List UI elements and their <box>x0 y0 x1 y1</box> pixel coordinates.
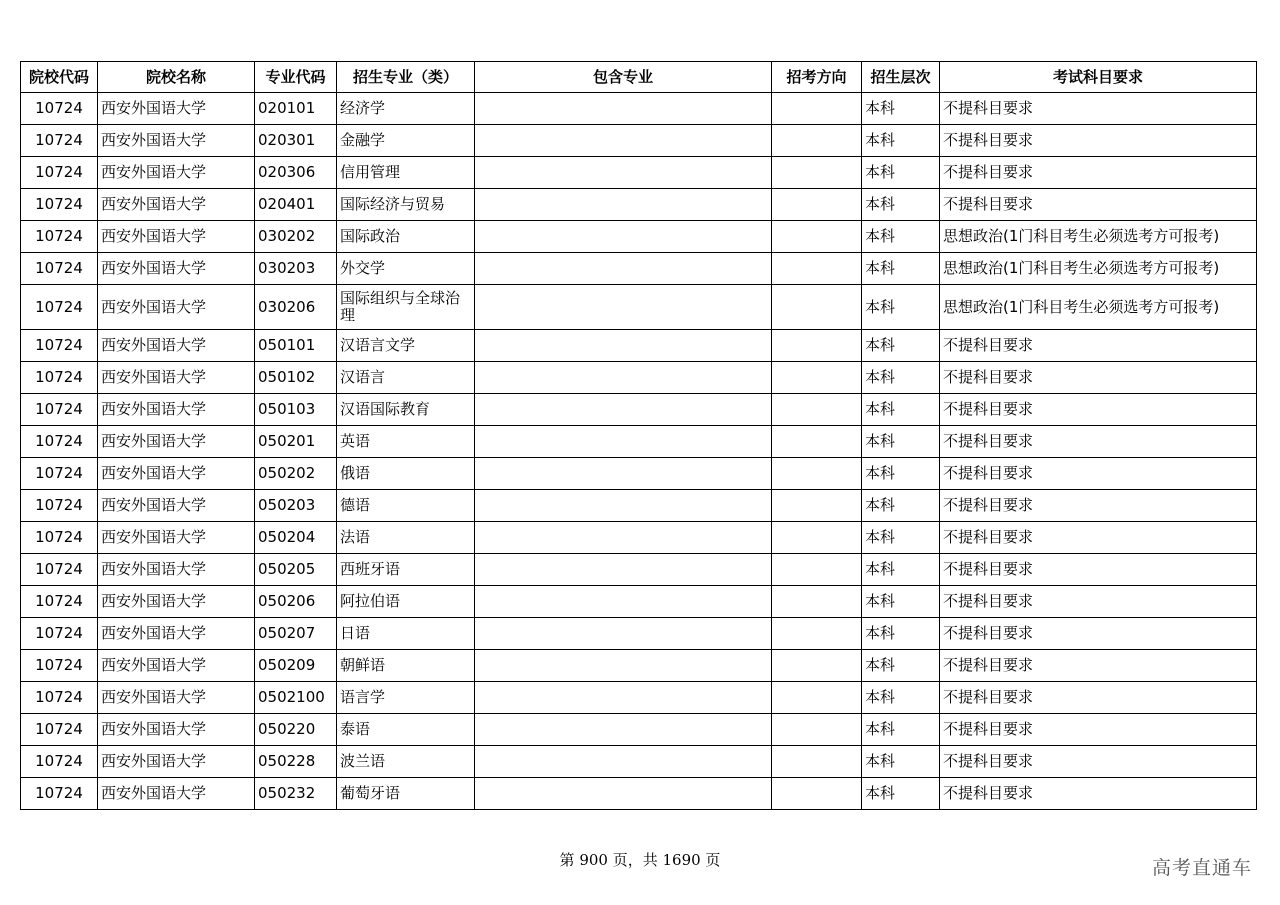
cell-major-name: 经济学 <box>337 93 475 125</box>
column-header-school-code: 院校代码 <box>21 62 98 93</box>
cell-major-name: 汉语国际教育 <box>337 394 475 426</box>
cell-subject-requirement: 不提科目要求 <box>940 426 1257 458</box>
cell-level: 本科 <box>862 458 940 490</box>
table-row <box>21 650 1257 682</box>
column-header-included-majors: 包含专业 <box>475 62 772 93</box>
cell-major-name: 英语 <box>337 426 475 458</box>
table-row <box>21 618 1257 650</box>
cell-major-name: 国际组织与全球治理 <box>337 285 475 330</box>
cell-school-name: 西安外国语大学 <box>98 330 255 362</box>
cell-major-name: 德语 <box>337 490 475 522</box>
cell-school-name: 西安外国语大学 <box>98 714 255 746</box>
table-row <box>21 330 1257 362</box>
cell-level: 本科 <box>862 362 940 394</box>
cell-included-majors <box>475 522 772 554</box>
cell-level: 本科 <box>862 189 940 221</box>
cell-direction <box>772 330 862 362</box>
cell-major-name: 法语 <box>337 522 475 554</box>
cell-subject-requirement: 不提科目要求 <box>940 554 1257 586</box>
column-header-major-name: 招生专业（类） <box>337 62 475 93</box>
cell-major-name: 波兰语 <box>337 746 475 778</box>
cell-included-majors <box>475 458 772 490</box>
cell-school-code: 10724 <box>21 522 98 554</box>
cell-school-name: 西安外国语大学 <box>98 522 255 554</box>
cell-subject-requirement: 思想政治(1门科目考生必须选考方可报考) <box>940 221 1257 253</box>
column-header-subject-requirement: 考试科目要求 <box>940 62 1257 93</box>
table-row <box>21 157 1257 189</box>
table-row <box>21 458 1257 490</box>
cell-major-code: 050209 <box>255 650 337 682</box>
table-row <box>21 714 1257 746</box>
cell-major-name: 日语 <box>337 618 475 650</box>
cell-major-code: 050220 <box>255 714 337 746</box>
cell-school-code: 10724 <box>21 682 98 714</box>
column-header-school-name: 院校名称 <box>98 62 255 93</box>
cell-major-code: 020306 <box>255 157 337 189</box>
cell-direction <box>772 714 862 746</box>
cell-included-majors <box>475 586 772 618</box>
cell-major-code: 050232 <box>255 778 337 810</box>
cell-level: 本科 <box>862 650 940 682</box>
cell-school-name: 西安外国语大学 <box>98 93 255 125</box>
cell-subject-requirement: 不提科目要求 <box>940 189 1257 221</box>
cell-subject-requirement: 不提科目要求 <box>940 157 1257 189</box>
table-row <box>21 682 1257 714</box>
cell-school-name: 西安外国语大学 <box>98 490 255 522</box>
cell-direction <box>772 426 862 458</box>
cell-subject-requirement: 不提科目要求 <box>940 618 1257 650</box>
cell-school-name: 西安外国语大学 <box>98 189 255 221</box>
cell-major-code: 020301 <box>255 125 337 157</box>
cell-major-code: 050204 <box>255 522 337 554</box>
cell-direction <box>772 362 862 394</box>
cell-level: 本科 <box>862 125 940 157</box>
cell-major-name: 西班牙语 <box>337 554 475 586</box>
cell-included-majors <box>475 189 772 221</box>
cell-school-code: 10724 <box>21 554 98 586</box>
cell-subject-requirement: 不提科目要求 <box>940 682 1257 714</box>
cell-included-majors <box>475 394 772 426</box>
cell-level: 本科 <box>862 394 940 426</box>
cell-school-name: 西安外国语大学 <box>98 618 255 650</box>
cell-school-name: 西安外国语大学 <box>98 458 255 490</box>
cell-school-code: 10724 <box>21 618 98 650</box>
column-header-direction: 招考方向 <box>772 62 862 93</box>
cell-subject-requirement: 不提科目要求 <box>940 778 1257 810</box>
cell-direction <box>772 125 862 157</box>
cell-subject-requirement: 不提科目要求 <box>940 394 1257 426</box>
cell-major-code: 030203 <box>255 253 337 285</box>
cell-major-name: 汉语言文学 <box>337 330 475 362</box>
cell-included-majors <box>475 714 772 746</box>
cell-direction <box>772 618 862 650</box>
cell-school-code: 10724 <box>21 157 98 189</box>
cell-major-name: 朝鲜语 <box>337 650 475 682</box>
cell-major-code: 050201 <box>255 426 337 458</box>
table-row <box>21 490 1257 522</box>
cell-school-code: 10724 <box>21 362 98 394</box>
cell-major-code: 0502100 <box>255 682 337 714</box>
cell-school-code: 10724 <box>21 125 98 157</box>
table-row <box>21 189 1257 221</box>
cell-school-name: 西安外国语大学 <box>98 682 255 714</box>
cell-major-name: 语言学 <box>337 682 475 714</box>
cell-direction <box>772 490 862 522</box>
cell-subject-requirement: 不提科目要求 <box>940 586 1257 618</box>
table-row <box>21 125 1257 157</box>
page-number: 第 900 页，共 1690 页 <box>559 851 721 869</box>
cell-direction <box>772 682 862 714</box>
cell-direction <box>772 189 862 221</box>
cell-included-majors <box>475 125 772 157</box>
cell-direction <box>772 253 862 285</box>
cell-subject-requirement: 不提科目要求 <box>940 362 1257 394</box>
cell-major-code: 020101 <box>255 93 337 125</box>
cell-school-code: 10724 <box>21 490 98 522</box>
table-row <box>21 554 1257 586</box>
table-row <box>21 778 1257 810</box>
cell-school-code: 10724 <box>21 394 98 426</box>
cell-school-code: 10724 <box>21 586 98 618</box>
cell-subject-requirement: 不提科目要求 <box>940 714 1257 746</box>
cell-subject-requirement: 思想政治(1门科目考生必须选考方可报考) <box>940 285 1257 330</box>
cell-subject-requirement: 不提科目要求 <box>940 522 1257 554</box>
cell-level: 本科 <box>862 426 940 458</box>
cell-subject-requirement: 不提科目要求 <box>940 330 1257 362</box>
cell-major-name: 泰语 <box>337 714 475 746</box>
cell-major-code: 050228 <box>255 746 337 778</box>
cell-major-name: 阿拉伯语 <box>337 586 475 618</box>
admissions-table <box>20 61 1257 810</box>
cell-school-code: 10724 <box>21 221 98 253</box>
cell-direction <box>772 778 862 810</box>
cell-major-code: 050205 <box>255 554 337 586</box>
cell-direction <box>772 285 862 330</box>
table-row <box>21 93 1257 125</box>
cell-level: 本科 <box>862 285 940 330</box>
cell-major-name: 国际政治 <box>337 221 475 253</box>
cell-major-name: 信用管理 <box>337 157 475 189</box>
cell-included-majors <box>475 650 772 682</box>
table-row <box>21 586 1257 618</box>
cell-school-name: 西安外国语大学 <box>98 394 255 426</box>
cell-school-code: 10724 <box>21 285 98 330</box>
cell-school-code: 10724 <box>21 746 98 778</box>
cell-major-code: 050207 <box>255 618 337 650</box>
table-row <box>21 221 1257 253</box>
cell-subject-requirement: 不提科目要求 <box>940 746 1257 778</box>
cell-level: 本科 <box>862 221 940 253</box>
cell-school-name: 西安外国语大学 <box>98 650 255 682</box>
cell-direction <box>772 157 862 189</box>
cell-school-name: 西安外国语大学 <box>98 746 255 778</box>
cell-school-name: 西安外国语大学 <box>98 125 255 157</box>
cell-school-code: 10724 <box>21 458 98 490</box>
cell-level: 本科 <box>862 618 940 650</box>
cell-subject-requirement: 思想政治(1门科目考生必须选考方可报考) <box>940 253 1257 285</box>
cell-subject-requirement: 不提科目要求 <box>940 125 1257 157</box>
cell-major-code: 050101 <box>255 330 337 362</box>
cell-school-name: 西安外国语大学 <box>98 362 255 394</box>
table-row <box>21 253 1257 285</box>
column-header-major-code: 专业代码 <box>255 62 337 93</box>
cell-major-name: 汉语言 <box>337 362 475 394</box>
cell-included-majors <box>475 682 772 714</box>
cell-subject-requirement: 不提科目要求 <box>940 93 1257 125</box>
watermark: 高考直通车 <box>1151 857 1252 879</box>
cell-direction <box>772 586 862 618</box>
table-row <box>21 522 1257 554</box>
cell-school-name: 西安外国语大学 <box>98 221 255 253</box>
cell-school-code: 10724 <box>21 778 98 810</box>
cell-included-majors <box>475 330 772 362</box>
cell-subject-requirement: 不提科目要求 <box>940 650 1257 682</box>
cell-included-majors <box>475 490 772 522</box>
cell-level: 本科 <box>862 714 940 746</box>
cell-school-name: 西安外国语大学 <box>98 586 255 618</box>
cell-included-majors <box>475 426 772 458</box>
cell-level: 本科 <box>862 330 940 362</box>
cell-included-majors <box>475 285 772 330</box>
cell-level: 本科 <box>862 522 940 554</box>
cell-major-code: 050203 <box>255 490 337 522</box>
cell-major-code: 030206 <box>255 285 337 330</box>
cell-major-code: 050202 <box>255 458 337 490</box>
cell-subject-requirement: 不提科目要求 <box>940 458 1257 490</box>
cell-school-code: 10724 <box>21 93 98 125</box>
cell-level: 本科 <box>862 490 940 522</box>
cell-level: 本科 <box>862 746 940 778</box>
table-body <box>21 93 1257 810</box>
header-row <box>21 62 1257 93</box>
cell-major-name: 外交学 <box>337 253 475 285</box>
cell-school-code: 10724 <box>21 253 98 285</box>
cell-major-code: 050103 <box>255 394 337 426</box>
cell-school-name: 西安外国语大学 <box>98 778 255 810</box>
cell-school-code: 10724 <box>21 189 98 221</box>
cell-school-name: 西安外国语大学 <box>98 285 255 330</box>
table-row <box>21 746 1257 778</box>
cell-included-majors <box>475 746 772 778</box>
cell-level: 本科 <box>862 253 940 285</box>
cell-level: 本科 <box>862 93 940 125</box>
cell-direction <box>772 394 862 426</box>
cell-included-majors <box>475 778 772 810</box>
cell-major-code: 050206 <box>255 586 337 618</box>
cell-included-majors <box>475 221 772 253</box>
cell-major-code: 030202 <box>255 221 337 253</box>
cell-included-majors <box>475 93 772 125</box>
cell-level: 本科 <box>862 586 940 618</box>
cell-major-name: 俄语 <box>337 458 475 490</box>
cell-school-code: 10724 <box>21 714 98 746</box>
cell-major-name: 葡萄牙语 <box>337 778 475 810</box>
cell-school-code: 10724 <box>21 650 98 682</box>
cell-school-name: 西安外国语大学 <box>98 157 255 189</box>
cell-direction <box>772 458 862 490</box>
cell-included-majors <box>475 157 772 189</box>
cell-level: 本科 <box>862 157 940 189</box>
cell-direction <box>772 650 862 682</box>
cell-direction <box>772 554 862 586</box>
cell-level: 本科 <box>862 778 940 810</box>
cell-school-name: 西安外国语大学 <box>98 554 255 586</box>
cell-level: 本科 <box>862 682 940 714</box>
cell-school-name: 西安外国语大学 <box>98 253 255 285</box>
column-header-level: 招生层次 <box>862 62 940 93</box>
cell-school-code: 10724 <box>21 426 98 458</box>
cell-direction <box>772 746 862 778</box>
cell-major-code: 050102 <box>255 362 337 394</box>
cell-major-code: 020401 <box>255 189 337 221</box>
cell-school-code: 10724 <box>21 330 98 362</box>
cell-direction <box>772 522 862 554</box>
cell-included-majors <box>475 362 772 394</box>
cell-included-majors <box>475 618 772 650</box>
table-row <box>21 426 1257 458</box>
table-row <box>21 394 1257 426</box>
cell-included-majors <box>475 253 772 285</box>
cell-level: 本科 <box>862 554 940 586</box>
cell-direction <box>772 221 862 253</box>
cell-included-majors <box>475 554 772 586</box>
table-row <box>21 362 1257 394</box>
cell-major-name: 金融学 <box>337 125 475 157</box>
cell-major-name: 国际经济与贸易 <box>337 189 475 221</box>
cell-direction <box>772 93 862 125</box>
cell-school-name: 西安外国语大学 <box>98 426 255 458</box>
table-row <box>21 285 1257 330</box>
cell-subject-requirement: 不提科目要求 <box>940 490 1257 522</box>
